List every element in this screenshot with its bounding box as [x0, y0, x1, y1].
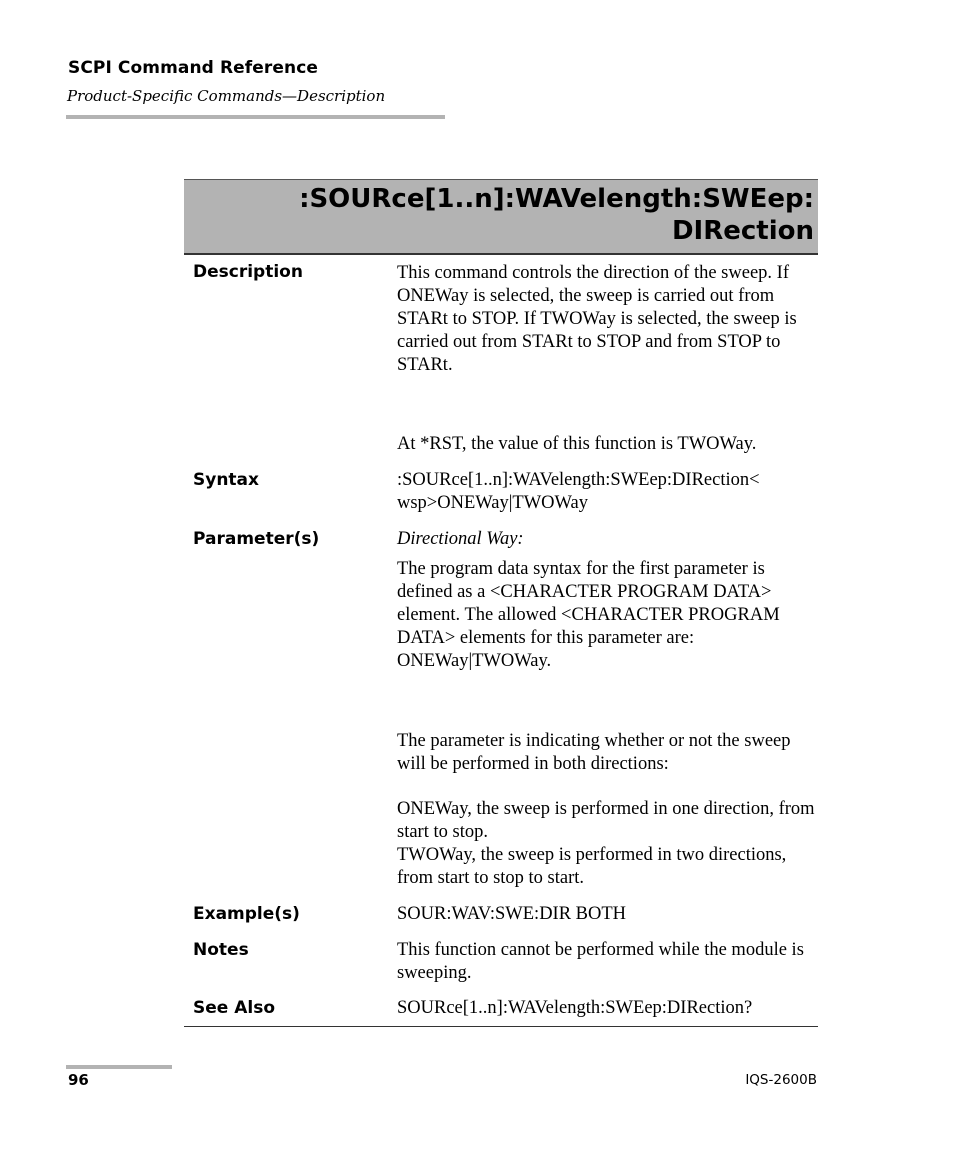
syntax-label: Syntax — [193, 470, 259, 490]
header-divider — [66, 115, 445, 119]
see-also-label: See Also — [193, 998, 276, 1018]
syntax-text — [397, 469, 817, 515]
command-title — [194, 183, 814, 247]
product-name: IQS-2600B — [745, 1072, 817, 1088]
parameter-meaning-text: The parameter is indicating whether or not the sweep will be performed in both directions: — [397, 731, 791, 774]
parameter-syntax-text: The program data syntax for the first parameter is defined as a <CHARACTER PROGRAM DATA> element. The allowed <CHARACTER PROGRAM DATA> elements for this parameter are: ONEWay|TWOWay. — [397, 559, 780, 671]
parameter-oneway-text: ONEWay, the sweep is performed in one direction, from start to stop. — [397, 799, 815, 842]
examples-text: SOUR:WAV:SWE:DIR BOTH — [397, 904, 627, 924]
syntax-line-1: :SOURce[1..n]:WAVelength:SWEep:DIRection< — [397, 470, 760, 490]
see-also-text: SOURce[1..n]:WAVelength:SWEep:DIRection? — [397, 998, 753, 1018]
footer-divider — [66, 1065, 172, 1069]
parameter-name: Directional Way: — [397, 529, 524, 549]
running-header-subtitle: Product-Specific Commands—Description — [67, 87, 386, 105]
parameters-label: Parameter(s) — [193, 529, 320, 549]
notes-text: This function cannot be performed while the module is sweeping. — [397, 940, 804, 983]
description-text: This command controls the direction of the sweep. If ONEWay is selected, the sweep is carried out from STARt to STOP. If TWOWay is selected, the sweep is carried out from STARt to STOP and from STOP to STARt. — [397, 263, 797, 375]
parameter-twoway-text: TWOWay, the sweep is performed in two directions, from start to stop to start. — [397, 845, 787, 888]
description-label: Description — [193, 262, 303, 282]
running-header-title: SCPI Command Reference — [68, 58, 319, 78]
description-rst-text: At *RST, the value of this function is TWOWay. — [397, 434, 757, 454]
page-number: 96 — [68, 1071, 89, 1089]
command-title-box — [184, 179, 818, 255]
command-title-line-1: :SOURce[1..n]:WAVelength:SWEep: — [299, 184, 814, 214]
command-title-line-2: DIRection — [671, 216, 814, 246]
syntax-line-2: wsp>ONEWay|TWOWay — [397, 493, 588, 513]
examples-label: Example(s) — [193, 904, 300, 924]
table-bottom-divider — [184, 1026, 818, 1027]
notes-label: Notes — [193, 940, 249, 960]
